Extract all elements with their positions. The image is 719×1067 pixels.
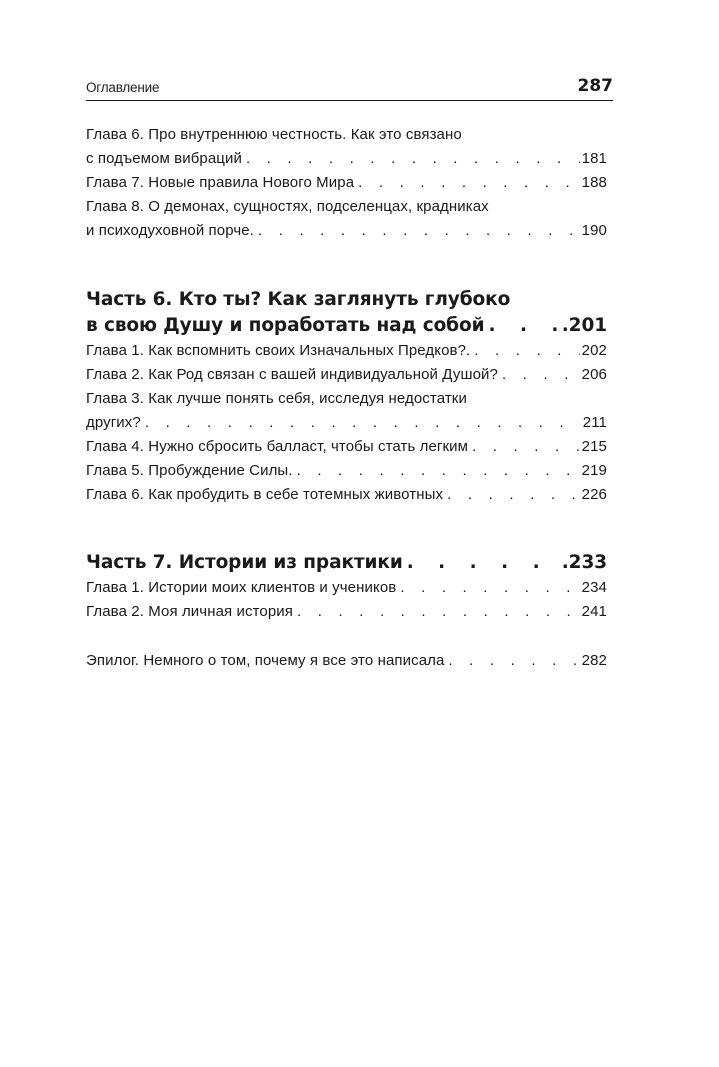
entry-page: 206 bbox=[581, 366, 607, 383]
toc-entry[interactable]: с подъемом вибраций . . . 181 bbox=[86, 147, 607, 171]
part-page: .233 bbox=[561, 552, 607, 573]
leader-dots bbox=[396, 576, 579, 600]
leader-dots bbox=[141, 411, 581, 435]
entry-page: 234 bbox=[581, 579, 607, 596]
entry-page: 219 bbox=[581, 462, 607, 479]
toc-entry[interactable]: Глава 6. Как пробудить в себе тотемных животных . . . 226 bbox=[86, 483, 607, 507]
part-heading[interactable]: в свою Душу и поработать над собой . . . .201 bbox=[86, 313, 607, 339]
toc-entry[interactable]: Глава 1. Как вспомнить своих Изначальных Предков?. . . . 202 bbox=[86, 339, 607, 363]
toc-entry[interactable]: Глава 4. Нужно сбросить балласт, чтобы стать легким . . . 215 bbox=[86, 435, 607, 459]
toc-entry[interactable]: Глава 2. Как Род связан с вашей индивидуальной Душой? . . . 206 bbox=[86, 363, 607, 387]
leader-dots bbox=[484, 313, 559, 339]
toc-entry[interactable]: и психодуховной порче. . . . 190 bbox=[86, 219, 607, 243]
entry-page: 241 bbox=[581, 603, 607, 620]
toc-section-part6 bbox=[86, 287, 607, 507]
leader-dots bbox=[354, 171, 580, 195]
page-number: 287 bbox=[577, 76, 613, 96]
entry-page: 188 bbox=[581, 174, 607, 191]
leader-dots bbox=[444, 649, 579, 673]
toc-section-epilogue bbox=[86, 649, 607, 673]
toc-entry-line: Глава 6. Про внутреннюю честность. Как это связано bbox=[86, 126, 462, 143]
leader-dots bbox=[293, 459, 580, 483]
leader-dots bbox=[470, 339, 579, 363]
toc-entry[interactable]: других? . . . 211 bbox=[86, 411, 607, 435]
toc-entry[interactable]: Глава 7. Новые правила Нового Мира . . . 188 bbox=[86, 171, 607, 195]
entry-page: 282 bbox=[581, 652, 607, 669]
entry-page: 215 bbox=[581, 438, 607, 455]
running-header bbox=[86, 74, 613, 101]
toc-section-part5-continued bbox=[86, 123, 607, 243]
toc-section-part7 bbox=[86, 550, 607, 624]
entry-page: 211 bbox=[582, 414, 607, 431]
toc-entry-line: Глава 8. О демонах, сущностях, подселенцах, крадниках bbox=[86, 198, 489, 215]
part-heading[interactable]: Часть 7. Истории из практики . . . .233 bbox=[86, 550, 607, 576]
toc-entry[interactable]: Глава 2. Моя личная история . . . 241 bbox=[86, 600, 607, 624]
leader-dots bbox=[403, 550, 560, 576]
leader-dots bbox=[293, 600, 580, 624]
leader-dots bbox=[468, 435, 580, 459]
entry-page: 190 bbox=[581, 222, 607, 239]
toc-entry-epilogue[interactable]: Эпилог. Немного о том, почему я все это написала . . . 282 bbox=[86, 649, 607, 673]
entry-page: 202 bbox=[581, 342, 607, 359]
leader-dots bbox=[443, 483, 580, 507]
leader-dots bbox=[242, 147, 580, 171]
toc-entry[interactable]: Глава 5. Пробуждение Силы. . . . 219 bbox=[86, 459, 607, 483]
entry-page: 226 bbox=[581, 486, 607, 503]
header-title: Оглавление bbox=[86, 80, 160, 95]
leader-dots bbox=[498, 363, 580, 387]
part-title-line: Часть 6. Кто ты? Как заглянуть глубоко bbox=[86, 289, 511, 310]
part-page: .201 bbox=[561, 315, 607, 336]
entry-page: 181 bbox=[581, 150, 607, 167]
toc-entry[interactable]: Глава 1. Истории моих клиентов и учеников . . . 234 bbox=[86, 576, 607, 600]
leader-dots bbox=[254, 219, 580, 243]
toc-entry-line: Глава 3. Как лучше понять себя, исследуя недостатки bbox=[86, 390, 467, 407]
